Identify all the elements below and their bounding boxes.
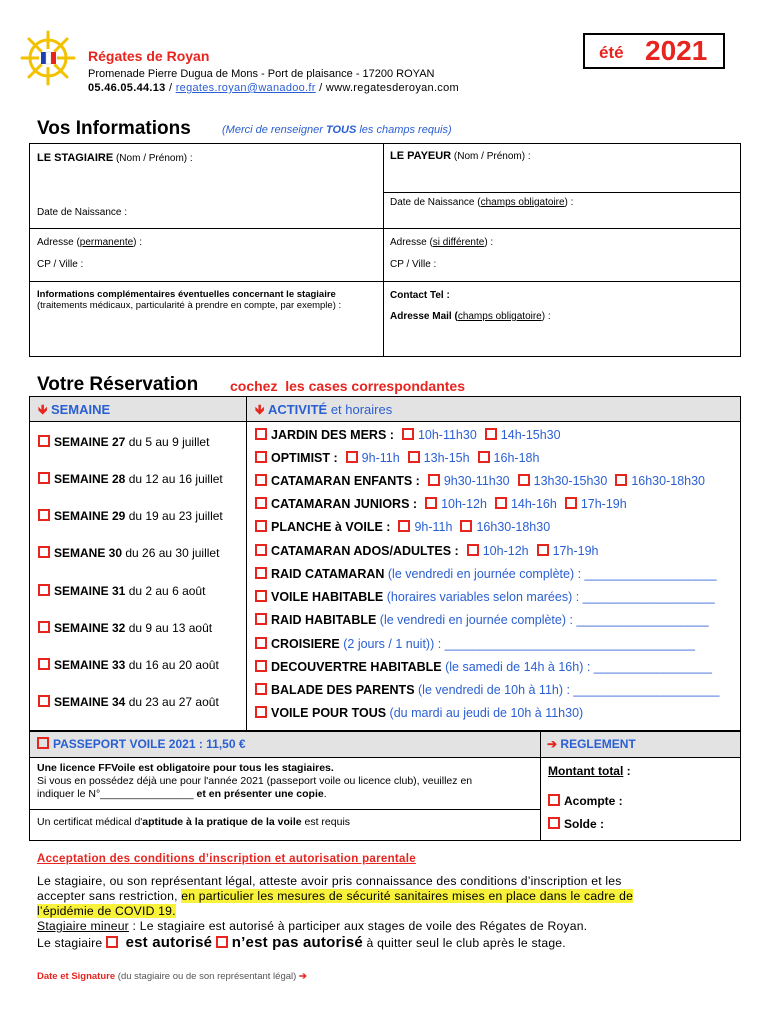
- signature-sub: (du stagiaire ou de son représentant légal): [115, 971, 299, 982]
- arrow-down-icon: 🡻: [38, 402, 48, 417]
- time-slot[interactable]: [425, 497, 487, 511]
- separator: /: [165, 82, 176, 94]
- email-field[interactable]: [390, 311, 551, 322]
- checkbox[interactable]: [478, 451, 490, 463]
- acceptance-text: accepter sans restriction,: [37, 889, 182, 903]
- checkbox[interactable]: [495, 497, 507, 509]
- week-option[interactable]: [38, 658, 219, 672]
- acceptance-line: Le stagiaire, ou son représentant légal, atteste avoir pris connaissance des conditions d’inscription et les: [37, 874, 622, 888]
- label: champs obligatoire: [457, 311, 542, 322]
- time-slot-label: 17h-19h: [552, 544, 599, 558]
- col-semaine-header: [38, 401, 110, 423]
- activity-name: CATAMARAN JUNIORS :: [271, 497, 418, 511]
- time-slot[interactable]: [478, 451, 540, 465]
- checkbox[interactable]: [38, 658, 50, 670]
- time-slot-label: 10h-11h30: [417, 428, 477, 442]
- checkbox[interactable]: [428, 474, 440, 486]
- activity-name: PLANCHE à VOILE :: [271, 520, 391, 534]
- minor-line: [37, 919, 633, 934]
- activity-note: (le vendredi en journée complète) : ___________________: [376, 613, 709, 627]
- payeur-label: LE PAYEUR: [390, 150, 452, 162]
- licence-text: Si vous en possédez déjà une pour l'année 2021 (passeport voile ou licence club), veuillez en: [37, 775, 473, 787]
- note-text: (Merci de renseigner: [222, 124, 326, 136]
- activity-option[interactable]: [255, 590, 715, 604]
- compl-title: Informations complémentaires éventuelles concernant le stagiaire: [37, 289, 336, 300]
- time-slot-label: 14h-15h30: [500, 428, 561, 442]
- checkbox[interactable]: [38, 695, 50, 707]
- licence-title: Une licence FFVoile est obligatoire pour tous les stagiaires.: [37, 762, 334, 774]
- checkbox[interactable]: [37, 737, 49, 749]
- activity-option[interactable]: [255, 544, 598, 558]
- payeur-dob-field[interactable]: [390, 197, 573, 208]
- activity-note: (le samedi de 14h à 16h) : _________________: [441, 660, 712, 674]
- activity-name: RAID HABITABLE: [271, 613, 377, 627]
- passeport-title: PASSEPORT VOILE 2021 : 11,50 €: [53, 737, 246, 751]
- email-link[interactable]: regates.royan@wanadoo.fr: [175, 82, 316, 94]
- week-label: SEMAINE 28: [54, 472, 126, 486]
- divider: [383, 144, 384, 357]
- time-slot[interactable]: [428, 474, 510, 488]
- minor-label: Stagiaire mineur: [37, 919, 129, 933]
- activity-option[interactable]: [255, 520, 550, 534]
- activity-option[interactable]: [255, 660, 712, 674]
- checkbox[interactable]: [255, 590, 267, 602]
- activity-note: (le vendredi de 10h à 11h) : _____________________: [414, 683, 720, 697]
- phone: 05.46.05.44.13: [88, 82, 166, 94]
- checkbox[interactable]: [408, 451, 420, 463]
- payeur-name-field[interactable]: [390, 150, 531, 162]
- divider: [30, 757, 740, 758]
- divider: [30, 281, 741, 282]
- activity-option[interactable]: [255, 428, 561, 442]
- licence-text: .: [323, 788, 327, 800]
- payeur-address-field[interactable]: [390, 237, 493, 248]
- checkbox[interactable]: [38, 435, 50, 447]
- reservation-title: Votre Réservation: [37, 374, 199, 395]
- contact-tel-field[interactable]: Contact Tel :: [390, 290, 450, 301]
- week-label: SEMANE 30: [54, 546, 123, 560]
- checkbox[interactable]: [255, 637, 267, 649]
- checkbox[interactable]: [255, 451, 267, 463]
- separator: /: [315, 82, 326, 94]
- checkbox[interactable]: [255, 567, 267, 579]
- stagiaire-dob-field[interactable]: Date de Naissance :: [37, 207, 128, 218]
- activity-note: (du mardi au jeudi de 10h à 11h30): [386, 706, 584, 720]
- activity-option[interactable]: [255, 683, 719, 697]
- montant-total-field[interactable]: [548, 764, 631, 778]
- time-slot-label: 10h-12h: [441, 497, 487, 511]
- activity-name: CATAMARAN ENFANTS :: [271, 474, 420, 488]
- checkbox[interactable]: [485, 428, 497, 440]
- checkbox[interactable]: [460, 520, 472, 532]
- signature-label: Date et Signature: [37, 971, 116, 982]
- time-slot[interactable]: [408, 451, 470, 465]
- auth-text: Le stagiaire: [37, 936, 106, 950]
- licence-info: [37, 762, 472, 801]
- auth-text: à quitter seul le club après le stage.: [362, 936, 566, 950]
- checkbox[interactable]: [548, 817, 560, 829]
- checkbox[interactable]: [548, 794, 560, 806]
- checkbox[interactable]: [518, 474, 530, 486]
- website: www.regatesderoyan.com: [325, 82, 459, 94]
- activity-name: CROISIERE: [271, 637, 340, 651]
- time-slot[interactable]: [518, 474, 608, 488]
- checkbox[interactable]: [398, 520, 410, 532]
- reglement-title: REGLEMENT: [560, 737, 636, 751]
- week-dates: du 12 au 16 juillet: [125, 472, 223, 486]
- org-name: Régates de Royan: [88, 48, 210, 64]
- checkbox[interactable]: [615, 474, 627, 486]
- acompte-label: Acompte :: [564, 794, 623, 808]
- acceptance-text: [37, 874, 633, 951]
- activity-name: BALADE DES PARENTS: [271, 683, 415, 697]
- checkbox[interactable]: [38, 621, 50, 633]
- divider: [30, 809, 540, 810]
- time-slot[interactable]: [398, 520, 452, 534]
- time-slot-label: 13h-15h: [423, 451, 470, 465]
- week-option[interactable]: [38, 435, 209, 449]
- activity-name: VOILE HABITABLE: [271, 590, 384, 604]
- checkbox[interactable]: [402, 428, 414, 440]
- note-text-end: les champs requis): [356, 124, 452, 136]
- activity-note: (le vendredi en journée complète) : ___________________: [384, 567, 717, 581]
- arrow-down-icon: 🡻: [255, 402, 265, 417]
- checkbox[interactable]: [255, 497, 267, 509]
- week-label: SEMAINE 31: [54, 584, 126, 598]
- activity-name: CATAMARAN ADOS/ADULTES :: [271, 544, 459, 558]
- checkbox[interactable]: [255, 474, 267, 486]
- divider: [246, 397, 247, 731]
- label: ) :: [564, 197, 574, 208]
- time-slot[interactable]: [402, 428, 477, 442]
- week-dates: du 9 au 13 août: [125, 621, 213, 635]
- highlight-text: en particulier les mesures de sécurité sanitaires mises en place dans le cadre de: [181, 889, 634, 903]
- col-activite-sub: et horaires: [327, 402, 393, 417]
- checkbox[interactable]: [38, 472, 50, 484]
- col-semaine-label: SEMAINE: [50, 402, 111, 417]
- licence-number-blank[interactable]: ________________: [100, 788, 194, 800]
- label: ) :: [484, 237, 494, 248]
- complementary-info-field[interactable]: [37, 289, 341, 311]
- time-slot[interactable]: [565, 497, 627, 511]
- certificat-info: [37, 816, 350, 828]
- time-slot-label: 9h-11h: [414, 520, 453, 534]
- authorized-label: est autorisé: [125, 934, 213, 951]
- passeport-checkbox[interactable]: [37, 737, 246, 751]
- time-slot[interactable]: [495, 497, 557, 511]
- week-option[interactable]: [38, 621, 212, 635]
- week-dates: du 16 au 20 août: [125, 658, 219, 672]
- label: Adresse (: [37, 237, 80, 248]
- activity-option[interactable]: [255, 706, 583, 720]
- week-dates: du 26 au 30 juillet: [122, 546, 220, 560]
- checkbox[interactable]: [38, 584, 50, 596]
- solde-checkbox[interactable]: [548, 817, 604, 831]
- activity-option[interactable]: [255, 497, 627, 511]
- activity-option[interactable]: [255, 451, 539, 465]
- montant-colon: :: [623, 764, 631, 778]
- payeur-cp-field[interactable]: CP / Ville :: [390, 259, 437, 270]
- info-form: [29, 143, 741, 357]
- time-slot-label: 16h30-18h30: [631, 474, 706, 488]
- activity-option[interactable]: [255, 613, 709, 627]
- org-address: Promenade Pierre Dugua de Mons - Port de plaisance - 17200 ROYAN: [88, 68, 435, 80]
- label: si différente: [432, 237, 485, 248]
- season-badge: [583, 33, 725, 69]
- checkbox[interactable]: [38, 546, 50, 558]
- certif-text: Un certificat médical d': [37, 816, 143, 828]
- licence-text: et en présenter une copie: [193, 788, 324, 800]
- acompte-checkbox[interactable]: [548, 794, 623, 808]
- col-activite-header: [255, 401, 392, 423]
- time-slot[interactable]: [467, 544, 529, 558]
- week-option[interactable]: [38, 695, 219, 709]
- checkbox[interactable]: [255, 660, 267, 672]
- col-activite-label: ACTIVITÉ: [267, 402, 328, 417]
- checkbox[interactable]: [346, 451, 358, 463]
- time-slot[interactable]: [537, 544, 599, 558]
- info-title: Vos Informations: [37, 118, 191, 139]
- reservation-subtitle: cochez les cases correspondantes: [230, 378, 465, 394]
- payeur-sub: (Nom / Prénom) :: [451, 151, 531, 162]
- authorized-checkbox[interactable]: [106, 936, 118, 948]
- activity-note: (horaires variables selon marées) : ___________________: [383, 590, 715, 604]
- certif-text: est requis: [301, 816, 351, 828]
- acceptance-line: [37, 889, 633, 904]
- checkbox[interactable]: [255, 613, 267, 625]
- week-label: SEMAINE 34: [54, 695, 126, 709]
- week-dates: du 19 au 23 juillet: [125, 509, 223, 523]
- activity-option[interactable]: [255, 567, 717, 581]
- activity-name: VOILE POUR TOUS: [271, 706, 387, 720]
- activity-note: (2 jours / 1 nuit)) : ____________________________________: [339, 637, 695, 651]
- licence-number-line: [37, 788, 472, 801]
- not-authorized-label: n’est pas autorisé: [231, 934, 363, 951]
- checkbox[interactable]: [537, 544, 549, 556]
- week-label: SEMAINE 32: [54, 621, 126, 635]
- week-option[interactable]: [38, 584, 205, 598]
- week-option[interactable]: [38, 546, 219, 560]
- label: ) :: [133, 237, 143, 248]
- stagiaire-cp-field[interactable]: CP / Ville :: [37, 259, 84, 270]
- week-label: SEMAINE 29: [54, 509, 126, 523]
- checkbox[interactable]: [255, 428, 267, 440]
- activity-option[interactable]: [255, 474, 705, 488]
- licence-text: indiquer le N°: [37, 788, 101, 800]
- club-logo: [20, 30, 76, 86]
- acceptance-line: [37, 904, 633, 919]
- time-slot[interactable]: [346, 451, 400, 465]
- week-label: SEMAINE 33: [54, 658, 126, 672]
- time-slot-label: 14h-16h: [510, 497, 557, 511]
- week-dates: du 23 au 27 août: [125, 695, 219, 709]
- activity-name: JARDIN DES MERS :: [271, 428, 394, 442]
- season-year: 2021: [645, 35, 708, 66]
- label: permanente: [79, 237, 134, 248]
- time-slot-label: 9h-11h: [361, 451, 400, 465]
- compl-sub: (traitements médicaux, particularité à prendre en compte, par exemple) :: [37, 300, 342, 311]
- solde-label: Solde :: [564, 817, 605, 831]
- reglement-header: [547, 737, 636, 751]
- stagiaire-address-field[interactable]: [37, 237, 142, 248]
- stagiaire-sub: (Nom / Prénom) :: [113, 153, 193, 164]
- time-slot-label: 13h30-15h30: [533, 474, 608, 488]
- divider: [30, 228, 383, 229]
- activity-name: OPTIMIST :: [271, 451, 338, 465]
- montant-label: Montant total: [548, 764, 624, 778]
- time-slot[interactable]: [485, 428, 561, 442]
- checkbox[interactable]: [565, 497, 577, 509]
- arrow-right-icon: ➔: [298, 971, 307, 982]
- activity-name: RAID CATAMARAN: [271, 567, 385, 581]
- stagiaire-label: LE STAGIAIRE: [37, 152, 114, 164]
- activity-name: DECOUVERTRE HABITABLE: [271, 660, 442, 674]
- label: Adresse (: [390, 237, 433, 248]
- arrow-right-icon: ➔: [547, 737, 558, 751]
- checkbox[interactable]: [255, 683, 267, 695]
- note-emphasis: TOUS: [325, 124, 357, 136]
- checkbox[interactable]: [425, 497, 437, 509]
- minor-text: : Le stagiaire est autorisé à participer aux stages de voile des Régates de Royan.: [128, 919, 588, 933]
- checkbox[interactable]: [255, 520, 267, 532]
- divider: [383, 192, 741, 193]
- time-slot-label: 16h-18h: [493, 451, 540, 465]
- checkbox[interactable]: [255, 706, 267, 718]
- checkbox[interactable]: [255, 544, 267, 556]
- authorization-line: [37, 935, 633, 951]
- checkbox[interactable]: [467, 544, 479, 556]
- label: Date de Naissance (: [390, 197, 481, 208]
- highlight-text: l’épidémie de COVID 19.: [37, 904, 176, 918]
- time-slot-label: 9h30-11h30: [443, 474, 510, 488]
- week-option[interactable]: [38, 472, 223, 486]
- activity-option[interactable]: [255, 637, 695, 651]
- label: ) :: [541, 311, 551, 322]
- week-label: SEMAINE 27: [54, 435, 126, 449]
- stagiaire-name-field[interactable]: [37, 152, 193, 164]
- time-slot-label: 17h-19h: [580, 497, 627, 511]
- time-slot-label: 10h-12h: [482, 544, 529, 558]
- time-slot[interactable]: [460, 520, 550, 534]
- time-slot[interactable]: [615, 474, 705, 488]
- label: champs obligatoire: [480, 197, 565, 208]
- signature-line[interactable]: [37, 971, 307, 982]
- week-option[interactable]: [38, 509, 223, 523]
- info-note: [222, 124, 452, 136]
- org-contacts: [88, 82, 459, 94]
- acceptance-title: Acceptation des conditions d’inscription et autorisation parentale: [37, 853, 416, 865]
- label: Adresse Mail (: [390, 311, 458, 322]
- divider: [540, 732, 541, 841]
- week-dates: du 2 au 6 août: [125, 584, 206, 598]
- certif-text: aptitude à la pratique de la voile: [142, 816, 302, 828]
- week-dates: du 5 au 9 juillet: [125, 435, 210, 449]
- divider: [383, 228, 741, 229]
- checkbox[interactable]: [38, 509, 50, 521]
- season-label: été: [599, 43, 624, 62]
- time-slot-label: 16h30-18h30: [476, 520, 551, 534]
- not-authorized-checkbox[interactable]: [216, 936, 228, 948]
